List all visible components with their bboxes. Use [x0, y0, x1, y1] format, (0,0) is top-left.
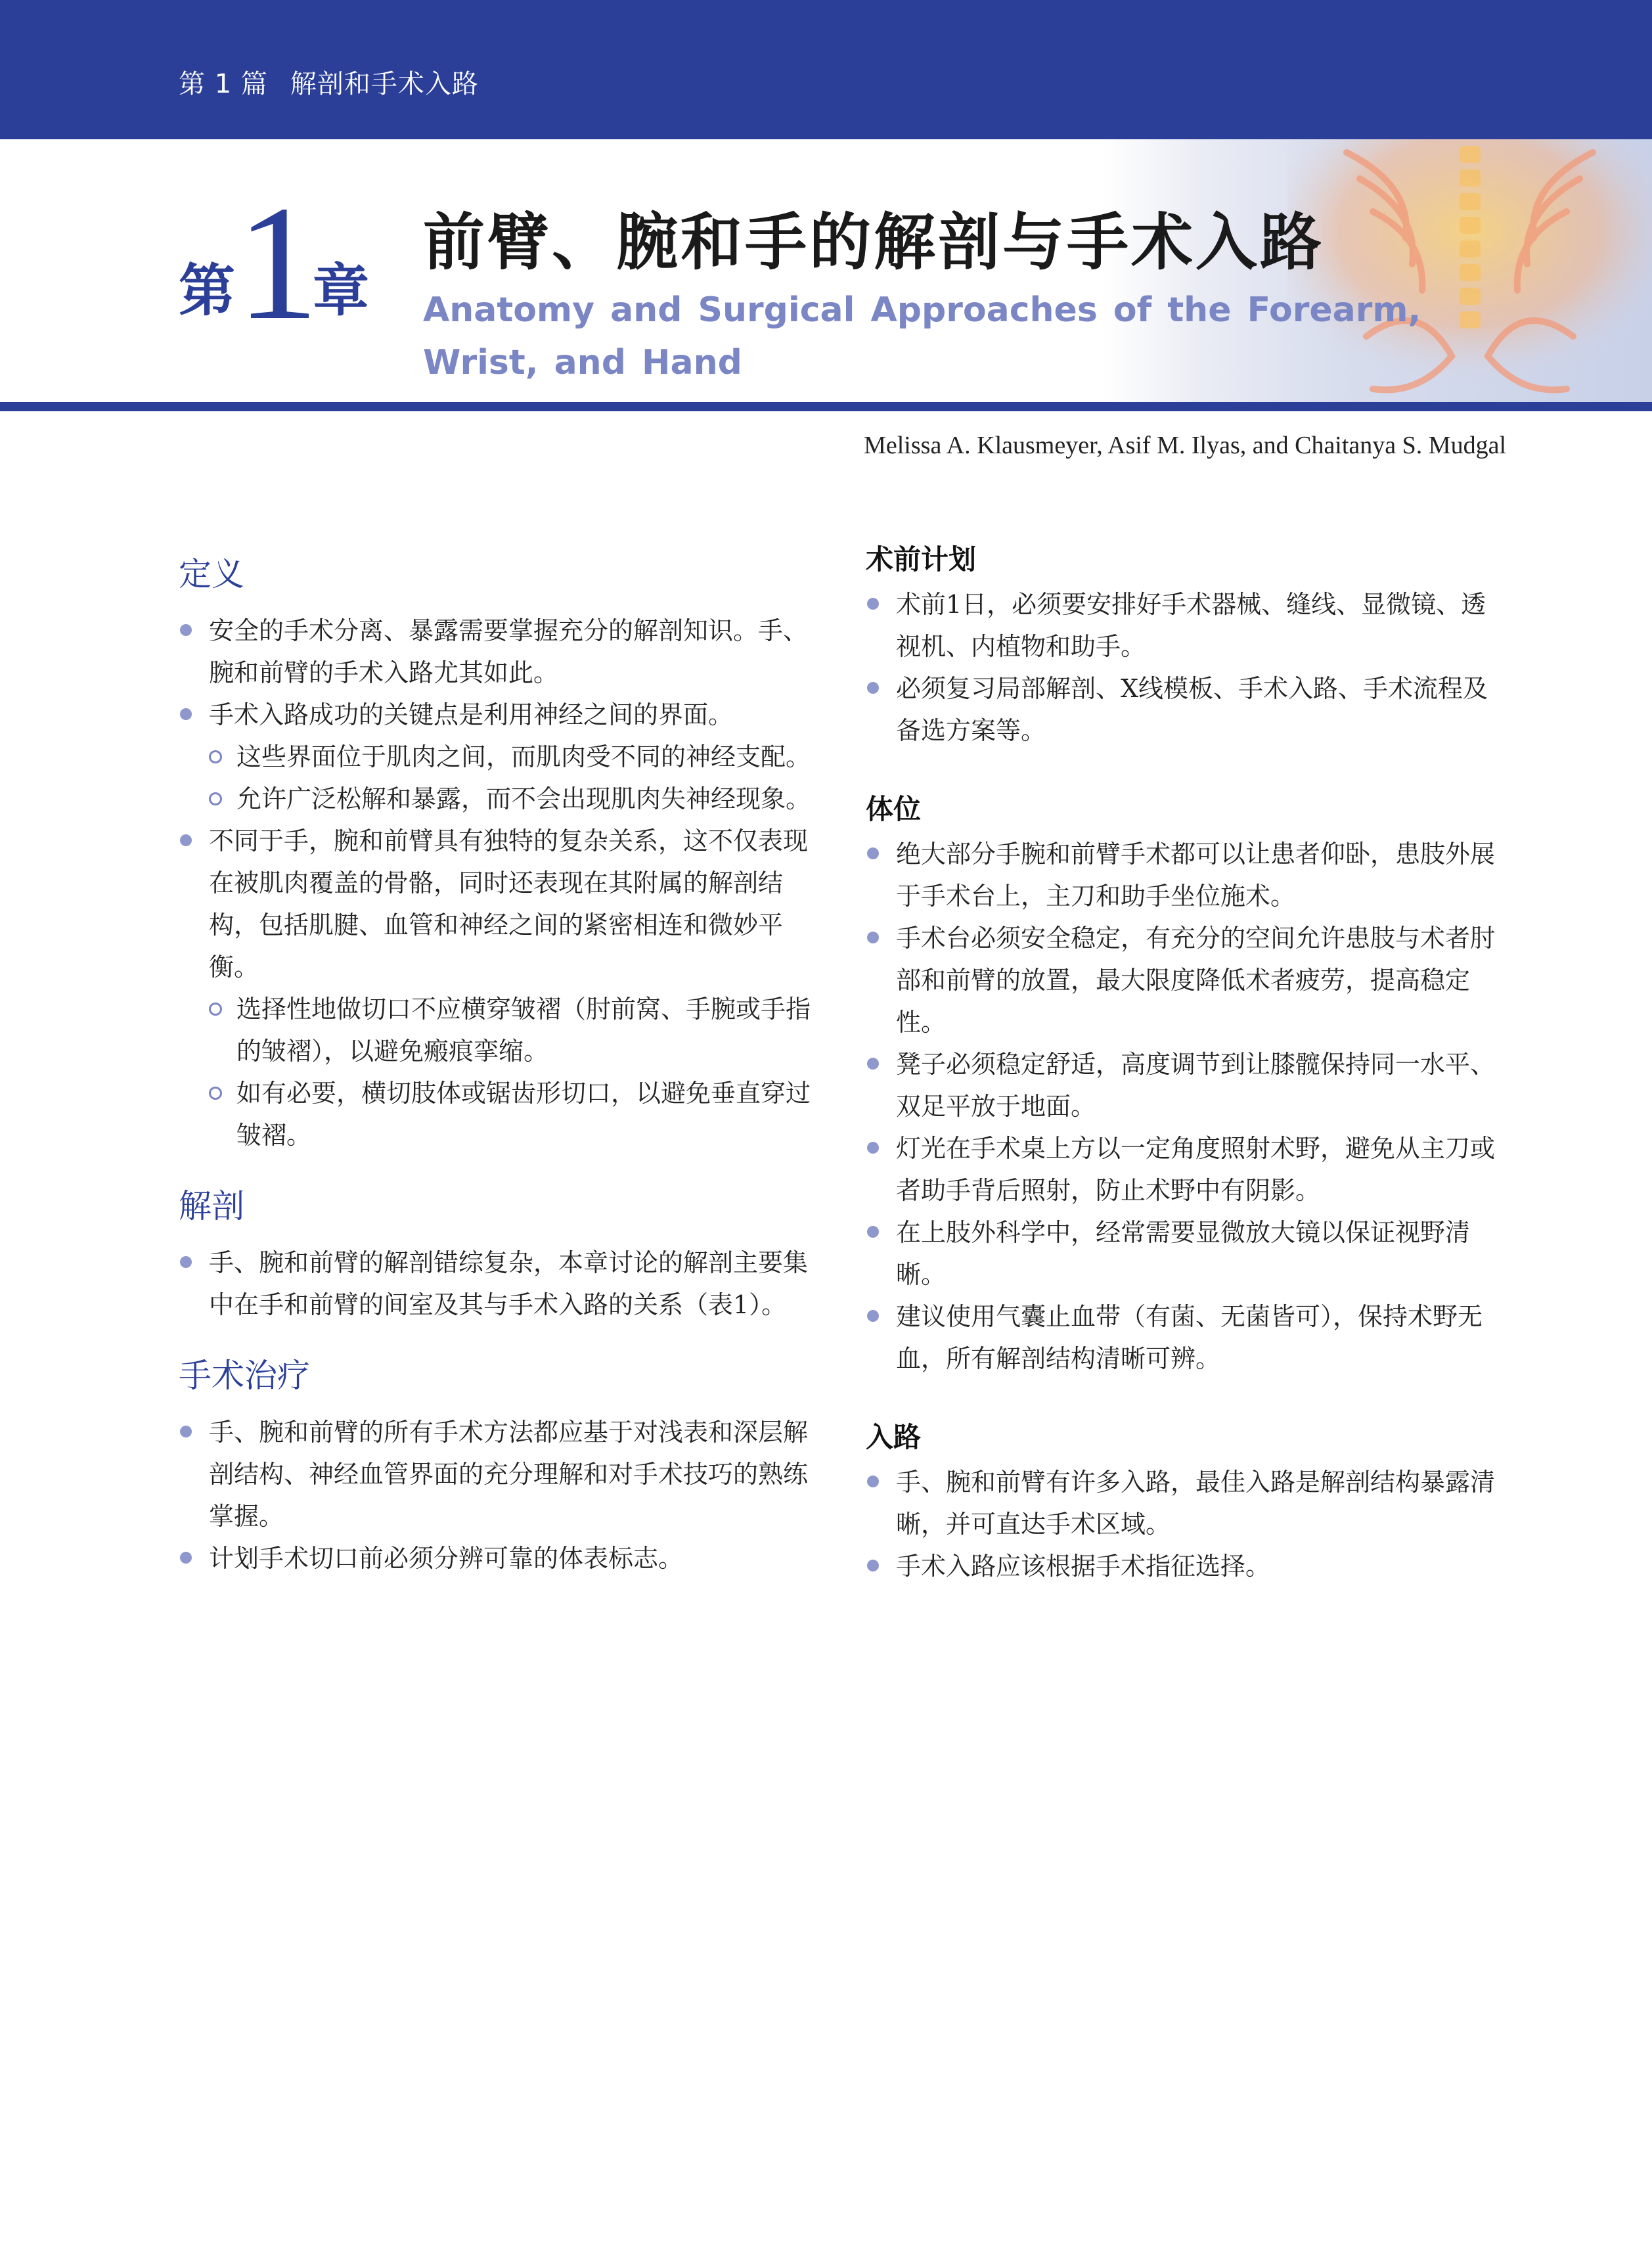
- part-label: [179, 63, 479, 101]
- list-item: 灯光在手术桌上方以一定角度照射术野，避免从主刀或者助手背后照射，防止术野中有阴影。: [866, 1127, 1509, 1211]
- chapter-title-en: Anatomy and Surgical Approaches of the Forearm, Wrist, and Hand: [423, 290, 1421, 382]
- list-item: 手、腕和前臂的所有手术方法都应基于对浅表和深层解剖结构、神经血管界面的充分理解和对手术技巧的熟练掌握。: [179, 1411, 822, 1537]
- list-item: 手、腕和前臂有许多入路，最佳入路是解剖结构暴露清晰，并可直达手术区域。: [866, 1461, 1509, 1545]
- section-heading-approach: 入路: [866, 1421, 922, 1453]
- position-list: [866, 833, 1509, 1380]
- definition-list: [179, 610, 822, 1156]
- list-item: 术前1日，必须要安排好手术器械、缝线、显微镜、透视机、内植物和助手。: [866, 583, 1509, 667]
- approach-list: [866, 1461, 1509, 1587]
- anatomy-list: [179, 1242, 822, 1326]
- chapter-number: 1: [236, 172, 319, 354]
- part-number: 第 1 篇: [179, 69, 268, 99]
- header-bar: [0, 0, 1652, 139]
- list-item: 安全的手术分离、暴露需要掌握充分的解剖知识。手、腕和前臂的手术入路尤其如此。: [179, 610, 822, 694]
- section-heading-treatment: 手术治疗: [179, 1357, 310, 1395]
- list-item: 在上肢外科学中，经常需要显微放大镜以保证视野清晰。: [866, 1211, 1509, 1296]
- list-item: 计划手术切口前必须分辨可靠的体表标志。: [179, 1537, 822, 1579]
- list-item: 手术台必须安全稳定，有充分的空间允许患肢与术者肘部和前臂的放置，最大限度降低术者疲劳，提高稳定性。: [866, 917, 1509, 1043]
- section-heading-definition: 定义: [179, 555, 244, 593]
- section-heading-anatomy: 解剖: [179, 1187, 244, 1225]
- list-item: 凳子必须稳定舒适，高度调节到让膝髋保持同一水平、双足平放于地面。: [866, 1043, 1509, 1127]
- preop-list: [866, 583, 1509, 752]
- chapter-title-cn: 前臂、腕和手的解剖与手术入路: [423, 207, 1325, 279]
- sub-list-item: 如有必要，横切肢体或锯齿形切口，以避免垂直穿过皱褶。: [179, 1072, 822, 1156]
- part-title: 解剖和手术入路: [290, 69, 479, 99]
- chapter-suffix: 章: [313, 258, 369, 324]
- list-item: 建议使用气囊止血带（有菌、无菌皆可），保持术野无血，所有解剖结构清晰可辨。: [866, 1296, 1509, 1380]
- list-item: 不同于手，腕和前臂具有独特的复杂关系，这不仅表现在被肌肉覆盖的骨骼，同时还表现在其附属的解剖结构，包括肌腱、血管和神经之间的紧密相连和微妙平衡。: [179, 820, 822, 988]
- sub-list-item: 这些界面位于肌肉之间，而肌肉受不同的神经支配。: [179, 736, 822, 778]
- left-column: [179, 539, 822, 1579]
- sub-list-item: 允许广泛松解和暴露，而不会出现肌肉失神经现象。: [179, 778, 822, 820]
- banner-rule: [0, 402, 1652, 411]
- list-item: 手术入路成功的关键点是利用神经之间的界面。: [179, 694, 822, 736]
- sub-list-item: 选择性地做切口不应横穿皱褶（肘前窝、手腕或手指的皱褶），以避免瘢痕挛缩。: [179, 988, 822, 1072]
- treatment-list: [179, 1411, 822, 1579]
- section-heading-preop: 术前计划: [866, 543, 977, 576]
- list-item: 手、腕和前臂的解剖错综复杂，本章讨论的解剖主要集中在手和前臂的间室及其与手术入路的关系（表1）。: [179, 1242, 822, 1326]
- section-heading-position: 体位: [866, 793, 922, 825]
- list-item: 手术入路应该根据手术指征选择。: [866, 1545, 1509, 1587]
- list-item: 必须复习局部解剖、X线模板、手术入路、手术流程及备选方案等。: [866, 667, 1509, 752]
- right-column: [866, 539, 1509, 1587]
- authors: Melissa A. Klausmeyer, Asif M. Ilyas, and Chaitanya S. Mudgal: [864, 432, 1506, 459]
- chapter-prefix: 第: [179, 258, 235, 324]
- list-item: 绝大部分手腕和前臂手术都可以让患者仰卧，患肢外展于手术台上，主刀和助手坐位施术。: [866, 833, 1509, 917]
